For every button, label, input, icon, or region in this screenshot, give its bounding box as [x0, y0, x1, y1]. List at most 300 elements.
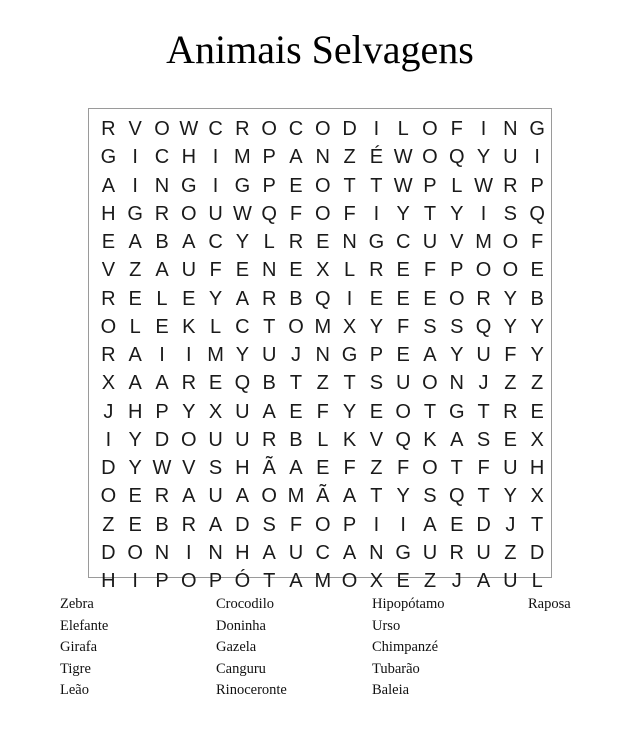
grid-cell[interactable]: A	[289, 146, 303, 169]
grid-cell[interactable]: R	[449, 541, 464, 564]
grid-cell[interactable]: E	[369, 400, 384, 423]
grid-cell[interactable]: C	[315, 541, 330, 564]
grid-cell[interactable]: C	[235, 315, 250, 338]
grid-cell[interactable]: R	[101, 118, 116, 140]
grid-cell[interactable]: H	[127, 400, 143, 423]
grid-cell[interactable]: C	[288, 118, 304, 140]
grid-cell[interactable]: A	[289, 570, 303, 592]
grid-cell[interactable]: O	[395, 400, 411, 423]
grid-cell[interactable]: L	[263, 231, 275, 253]
grid-cell[interactable]: D	[529, 541, 545, 564]
grid-cell[interactable]: U	[235, 428, 250, 451]
grid-cell[interactable]: F	[289, 513, 303, 536]
grid-cell[interactable]: A	[155, 259, 169, 282]
grid-cell[interactable]: M	[314, 570, 332, 592]
word-list-item: Crocodilo	[216, 596, 274, 612]
grid-cell[interactable]: R	[154, 202, 170, 225]
grid-cell[interactable]: O	[100, 315, 117, 338]
grid-cell[interactable]: Z	[423, 570, 437, 592]
grid-cell[interactable]: É	[369, 146, 384, 169]
grid-cell[interactable]: P	[208, 570, 223, 592]
grid-cell[interactable]: O	[448, 287, 465, 310]
grid-cell[interactable]: K	[342, 428, 357, 451]
grid-cell[interactable]: L	[397, 118, 409, 140]
grid-cell[interactable]: I	[132, 174, 138, 197]
word-list-item: Canguru	[216, 660, 266, 677]
grid-cell[interactable]: B	[289, 428, 303, 451]
grid-cell[interactable]: N	[208, 541, 223, 564]
word-list-item: Doninha	[216, 617, 266, 634]
grid-cell[interactable]: U	[503, 570, 518, 592]
grid-cell[interactable]: O	[341, 570, 358, 592]
grid-cell[interactable]: Z	[504, 541, 517, 564]
word-list-item: Chimpanzé	[372, 639, 439, 655]
grid-cell[interactable]: I	[212, 146, 219, 169]
grid-cell[interactable]: F	[531, 231, 544, 253]
grid-cell[interactable]: C	[395, 231, 411, 253]
grid-cell[interactable]: E	[208, 372, 223, 395]
grid-cell[interactable]: Q	[529, 202, 545, 225]
grid-cell[interactable]: A	[476, 570, 491, 592]
grid-cell[interactable]: O	[100, 485, 117, 508]
grid-cell[interactable]: Y	[503, 287, 518, 310]
grid-cell[interactable]: S	[262, 513, 276, 536]
grid-cell[interactable]: H	[101, 202, 116, 225]
grid-cell[interactable]: S	[503, 202, 518, 225]
grid-cell[interactable]: U	[503, 146, 518, 169]
grid-cell[interactable]: J	[103, 400, 114, 423]
grid-cell[interactable]: E	[369, 287, 384, 310]
grid-cell[interactable]: U	[235, 400, 250, 423]
grid-cell[interactable]: W	[474, 174, 493, 197]
grid-cell[interactable]: A	[128, 344, 142, 366]
grid-cell[interactable]: E	[235, 259, 250, 282]
grid-cell[interactable]: P	[423, 174, 437, 197]
grid-cell[interactable]: U	[288, 541, 304, 564]
grid-cell[interactable]: Q	[448, 485, 465, 508]
grid-cell[interactable]: G	[181, 174, 197, 197]
grid-cell[interactable]: P	[155, 570, 169, 592]
grid-cell[interactable]: X	[316, 259, 330, 282]
grid-cell[interactable]: E	[530, 400, 544, 423]
grid-cell[interactable]: E	[396, 259, 410, 282]
grid-cell[interactable]: U	[208, 485, 223, 508]
word-list-item: Gazela	[216, 639, 257, 655]
grid-cell[interactable]: H	[101, 570, 116, 592]
grid-cell[interactable]: J	[290, 344, 301, 366]
grid-cell[interactable]: M	[287, 485, 305, 508]
grid-cell[interactable]: E	[128, 513, 142, 536]
grid-cell[interactable]: E	[289, 174, 303, 197]
grid-cell[interactable]: G	[127, 202, 143, 225]
grid-cell[interactable]: O	[422, 118, 438, 140]
grid-cell[interactable]: B	[155, 513, 169, 536]
word-list-item: Tubarão	[372, 660, 420, 677]
grid-cell[interactable]: A	[342, 485, 357, 508]
grid-cell[interactable]: N	[342, 231, 357, 253]
grid-cell[interactable]: J	[451, 570, 462, 592]
grid-cell[interactable]: I	[346, 287, 353, 310]
grid-cell[interactable]: N	[154, 541, 170, 564]
page-title: Animais Selvagens	[166, 27, 474, 72]
grid-cell[interactable]: F	[209, 259, 222, 282]
grid-cell[interactable]: Z	[504, 372, 517, 395]
grid-cell[interactable]: Q	[314, 287, 331, 310]
grid-cell[interactable]: V	[128, 118, 142, 140]
grid-cell[interactable]: D	[342, 118, 357, 140]
grid-cell[interactable]: O	[127, 541, 143, 564]
grid-cell[interactable]: F	[504, 344, 517, 366]
grid-cell[interactable]: O	[422, 372, 438, 395]
grid-cell[interactable]: Z	[343, 146, 356, 169]
grid-cell[interactable]: I	[186, 344, 192, 366]
grid-cell[interactable]: T	[343, 372, 356, 395]
grid-cell[interactable]: U	[208, 202, 223, 225]
grid-cell[interactable]: B	[155, 231, 169, 253]
grid-cell[interactable]: O	[261, 485, 277, 508]
grid-cell[interactable]: E	[396, 287, 410, 310]
grid-cell[interactable]: N	[154, 174, 170, 197]
grid-cell[interactable]: E	[182, 287, 196, 310]
grid-cell[interactable]: Y	[396, 485, 410, 508]
grid-cell[interactable]: Q	[448, 146, 465, 169]
grid-cell[interactable]: T	[423, 400, 437, 423]
word-list-item: Girafa	[60, 639, 98, 655]
grid-cell[interactable]: E	[316, 457, 330, 479]
word-list-column	[372, 594, 528, 702]
grid-cell[interactable]: H	[235, 541, 250, 564]
grid-cell[interactable]: G	[529, 118, 545, 140]
grid-cell[interactable]: E	[503, 428, 518, 451]
grid-cell[interactable]: L	[344, 259, 356, 282]
grid-cell[interactable]: U	[261, 344, 277, 366]
grid-cell[interactable]: I	[105, 428, 112, 451]
grid-cell[interactable]: W	[179, 118, 199, 140]
grid-cell[interactable]: E	[289, 259, 303, 282]
grid-cell[interactable]: Y	[128, 428, 142, 451]
grid-cell[interactable]: O	[181, 570, 197, 592]
grid-cell[interactable]: P	[262, 174, 276, 197]
grid-cell[interactable]: Y	[530, 315, 544, 338]
grid-cell[interactable]: E	[289, 400, 303, 423]
grid-cell[interactable]: D	[235, 513, 250, 536]
grid-cell[interactable]: I	[534, 146, 540, 169]
grid-cell[interactable]: R	[261, 428, 277, 451]
grid-cell[interactable]: C	[208, 118, 223, 140]
grid-cell[interactable]: Y	[235, 231, 250, 253]
grid-cell[interactable]: F	[316, 400, 329, 423]
word-list-item: Zebra	[60, 596, 94, 612]
grid-cell[interactable]: R	[261, 287, 277, 310]
grid-cell[interactable]: O	[422, 457, 438, 479]
grid-cell[interactable]: P	[262, 146, 276, 169]
grid-cell[interactable]: W	[232, 202, 252, 225]
grid-cell[interactable]: U	[422, 541, 438, 564]
grid-cell[interactable]: B	[262, 372, 276, 395]
grid-cell[interactable]: E	[316, 231, 330, 253]
grid-cell[interactable]: R	[154, 485, 170, 508]
grid-cell[interactable]: L	[317, 428, 329, 451]
grid-cell[interactable]: E	[450, 513, 464, 536]
grid-cell[interactable]: F	[397, 315, 410, 338]
grid-cell[interactable]: A	[128, 231, 142, 253]
grid-cell[interactable]: Q	[261, 202, 277, 225]
grid-cell[interactable]: O	[314, 513, 331, 536]
grid-cell[interactable]: X	[530, 485, 544, 508]
grid-cell[interactable]: F	[343, 202, 356, 225]
grid-cell[interactable]: G	[100, 146, 117, 169]
grid-cell[interactable]: K	[423, 428, 437, 451]
grid-cell[interactable]: I	[400, 513, 406, 536]
grid-cell[interactable]: O	[288, 315, 304, 338]
grid-cell[interactable]: I	[480, 118, 487, 140]
grid-cell[interactable]: G	[395, 541, 411, 564]
grid-cell[interactable]: I	[373, 118, 380, 140]
grid-cell[interactable]: Z	[531, 372, 544, 395]
grid-cell[interactable]: T	[477, 485, 490, 508]
grid-cell[interactable]: T	[450, 457, 463, 479]
grid-cell[interactable]: P	[530, 174, 544, 197]
grid-cell[interactable]: J	[478, 372, 489, 395]
grid-cell[interactable]: R	[235, 118, 250, 140]
grid-cell[interactable]: L	[531, 570, 543, 592]
grid-cell[interactable]: O	[154, 118, 170, 140]
grid-cell[interactable]: R	[503, 400, 518, 423]
grid-cell[interactable]: Ã	[262, 457, 276, 479]
grid-cell[interactable]: S	[476, 428, 491, 451]
grid-cell[interactable]: H	[235, 457, 250, 479]
grid-cell[interactable]: O	[502, 259, 519, 282]
grid-cell[interactable]: Q	[234, 372, 251, 395]
grid-cell[interactable]: Y	[450, 344, 464, 366]
grid-cell[interactable]: I	[132, 146, 138, 169]
grid-cell[interactable]: S	[450, 315, 464, 338]
grid-cell[interactable]: O	[502, 231, 519, 253]
grid-cell[interactable]: W	[393, 174, 413, 197]
grid-cell[interactable]: N	[315, 146, 330, 169]
grid-cell[interactable]: D	[101, 541, 116, 564]
grid-cell[interactable]: E	[396, 570, 410, 592]
grid-cell[interactable]: E	[128, 287, 142, 310]
grid-cell[interactable]: Y	[342, 400, 357, 423]
grid-cell[interactable]: Y	[369, 315, 384, 338]
grid-cell[interactable]: A	[450, 428, 464, 451]
grid-cell[interactable]: F	[397, 457, 410, 479]
grid-cell[interactable]: T	[370, 485, 383, 508]
grid-cell[interactable]: O	[475, 259, 492, 282]
grid-cell[interactable]: A	[262, 541, 276, 564]
grid-cell[interactable]: G	[448, 400, 465, 423]
grid-cell[interactable]: L	[210, 315, 222, 338]
grid-cell[interactable]: X	[208, 400, 223, 423]
grid-cell[interactable]: T	[531, 513, 544, 536]
grid-cell[interactable]: Y	[208, 287, 223, 310]
grid-cell[interactable]: A	[342, 541, 357, 564]
grid-cell[interactable]: O	[314, 174, 331, 197]
grid-cell[interactable]: F	[423, 259, 437, 282]
grid-cell[interactable]: G	[341, 344, 358, 366]
grid-cell[interactable]: E	[423, 287, 437, 310]
grid-cell[interactable]: Z	[370, 457, 383, 479]
grid-cell[interactable]: C	[208, 231, 223, 253]
grid-cell[interactable]: D	[154, 428, 170, 451]
grid-cell[interactable]: T	[263, 315, 276, 338]
grid-cell[interactable]: A	[101, 174, 116, 197]
grid-cell[interactable]: Y	[396, 202, 410, 225]
grid-cell[interactable]: F	[477, 457, 490, 479]
grid-cell[interactable]: T	[477, 400, 490, 423]
grid-cell[interactable]: M	[314, 315, 332, 338]
grid-cell[interactable]: U	[181, 259, 197, 282]
grid-cell[interactable]: Y	[503, 485, 518, 508]
grid-cell[interactable]: T	[370, 174, 383, 197]
grid-cell[interactable]: V	[101, 259, 116, 282]
grid-cell[interactable]: D	[476, 513, 491, 536]
grid-cell[interactable]: E	[155, 315, 169, 338]
grid-cell[interactable]: T	[343, 174, 356, 197]
grid-cell[interactable]: K	[182, 315, 196, 338]
grid-cell[interactable]: P	[450, 259, 464, 282]
grid-cell[interactable]: W	[393, 146, 413, 169]
grid-cell[interactable]: R	[101, 344, 116, 366]
grid-cell[interactable]: P	[155, 400, 169, 423]
grid-cell[interactable]: A	[289, 457, 303, 479]
grid-cell[interactable]: R	[503, 174, 518, 197]
grid-cell[interactable]: L	[129, 315, 141, 338]
grid-cell[interactable]: A	[423, 513, 437, 536]
grid-cell[interactable]: R	[181, 372, 197, 395]
grid-cell[interactable]: Y	[450, 202, 464, 225]
grid-cell[interactable]: U	[395, 372, 411, 395]
grid-cell[interactable]: O	[314, 118, 331, 140]
grid-cell[interactable]: O	[422, 146, 438, 169]
grid-cell[interactable]: S	[423, 315, 437, 338]
grid-cell[interactable]: C	[154, 146, 170, 169]
grid-cell[interactable]: H	[529, 457, 545, 479]
grid-cell[interactable]: E	[530, 259, 544, 282]
grid-cell[interactable]: Z	[316, 372, 329, 395]
grid-cell[interactable]: Y	[503, 315, 518, 338]
grid-cell[interactable]: R	[476, 287, 491, 310]
grid-cell[interactable]: V	[369, 428, 384, 451]
grid-cell[interactable]: U	[503, 457, 518, 479]
grid-cell[interactable]: Ó	[234, 570, 251, 592]
grid-cell[interactable]: E	[101, 231, 116, 253]
grid-cell[interactable]: A	[235, 287, 250, 310]
grid-cell[interactable]: U	[422, 231, 438, 253]
grid-cell[interactable]: A	[182, 231, 196, 253]
grid-cell[interactable]: N	[315, 344, 330, 366]
grid-cell[interactable]: O	[181, 202, 197, 225]
grid-cell[interactable]: T	[423, 202, 437, 225]
grid-cell[interactable]: B	[289, 287, 303, 310]
grid-cell[interactable]: U	[476, 541, 491, 564]
grid-cell[interactable]: U	[476, 344, 491, 366]
grid-cell[interactable]: A	[182, 485, 196, 508]
grid-cell[interactable]: N	[369, 541, 384, 564]
grid-cell[interactable]: O	[181, 428, 197, 451]
grid-cell[interactable]: S	[369, 372, 384, 395]
grid-cell[interactable]: Q	[475, 315, 492, 338]
grid-cell[interactable]: R	[288, 231, 304, 253]
grid-cell[interactable]: A	[208, 513, 223, 536]
grid-cell[interactable]: X	[530, 428, 544, 451]
grid-cell[interactable]: N	[503, 118, 518, 140]
grid-cell[interactable]: P	[369, 344, 384, 366]
grid-cell[interactable]: Y	[182, 400, 196, 423]
grid-cell[interactable]: N	[261, 259, 277, 282]
grid-cell[interactable]: S	[423, 485, 437, 508]
grid-cell[interactable]: N	[449, 372, 464, 395]
grid-cell[interactable]: I	[373, 202, 380, 225]
grid-cell[interactable]: Q	[395, 428, 411, 451]
grid-cell[interactable]: B	[530, 287, 544, 310]
grid-cell[interactable]: O	[314, 202, 331, 225]
grid-cell[interactable]: Y	[476, 146, 491, 169]
grid-cell[interactable]: X	[101, 372, 116, 395]
grid-cell[interactable]: R	[181, 513, 197, 536]
grid-cell[interactable]: X	[369, 570, 384, 592]
grid-cell[interactable]: I	[132, 570, 138, 592]
grid-cell[interactable]: J	[505, 513, 516, 536]
grid-cell[interactable]: X	[342, 315, 357, 338]
grid-cell[interactable]: L	[156, 287, 168, 310]
grid-cell[interactable]: I	[212, 174, 219, 197]
grid-cell[interactable]: A	[128, 372, 142, 395]
grid-cell[interactable]: I	[480, 202, 487, 225]
grid-cell[interactable]: P	[342, 513, 357, 536]
grid-cell[interactable]: Z	[129, 259, 142, 282]
grid-cell[interactable]: A	[423, 344, 437, 366]
grid-cell[interactable]: M	[207, 344, 224, 366]
grid-cell[interactable]: G	[234, 174, 251, 197]
grid-cell[interactable]: I	[373, 513, 380, 536]
grid-cell[interactable]: R	[101, 287, 116, 310]
grid-cell[interactable]: E	[396, 344, 410, 366]
grid-cell[interactable]: F	[450, 118, 463, 140]
grid-cell[interactable]: W	[152, 457, 172, 479]
grid-cell[interactable]: I	[186, 541, 192, 564]
grid-cell[interactable]: T	[289, 372, 303, 395]
grid-cell[interactable]: L	[451, 174, 463, 197]
grid-cell[interactable]: A	[235, 485, 250, 508]
grid-cell[interactable]: G	[368, 231, 385, 253]
grid-cell[interactable]: U	[208, 428, 223, 451]
grid-cell[interactable]: V	[450, 231, 464, 253]
grid-cell[interactable]: R	[369, 259, 384, 282]
grid-cell[interactable]: F	[343, 457, 356, 479]
grid-cell[interactable]: F	[289, 202, 303, 225]
grid-cell[interactable]: M	[475, 231, 492, 253]
grid-cell[interactable]: A	[155, 372, 169, 395]
grid-cell[interactable]: Y	[530, 344, 544, 366]
grid-cell[interactable]: Y	[128, 457, 142, 479]
grid-cell[interactable]: S	[208, 457, 223, 479]
grid-cell[interactable]: Y	[235, 344, 250, 366]
grid-cell[interactable]: Z	[102, 513, 115, 536]
grid-cell[interactable]: Ã	[316, 485, 330, 508]
grid-cell[interactable]: O	[261, 118, 277, 140]
grid-cell[interactable]: I	[159, 344, 165, 366]
grid-cell[interactable]: E	[128, 485, 142, 508]
grid-cell[interactable]: T	[263, 570, 276, 592]
grid-cell[interactable]: A	[262, 400, 276, 423]
letter-grid[interactable]	[95, 115, 551, 595]
grid-cell[interactable]: H	[181, 146, 197, 169]
grid-cell[interactable]: M	[234, 146, 251, 169]
grid-cell[interactable]: D	[101, 457, 116, 479]
grid-cell[interactable]: V	[182, 457, 196, 479]
